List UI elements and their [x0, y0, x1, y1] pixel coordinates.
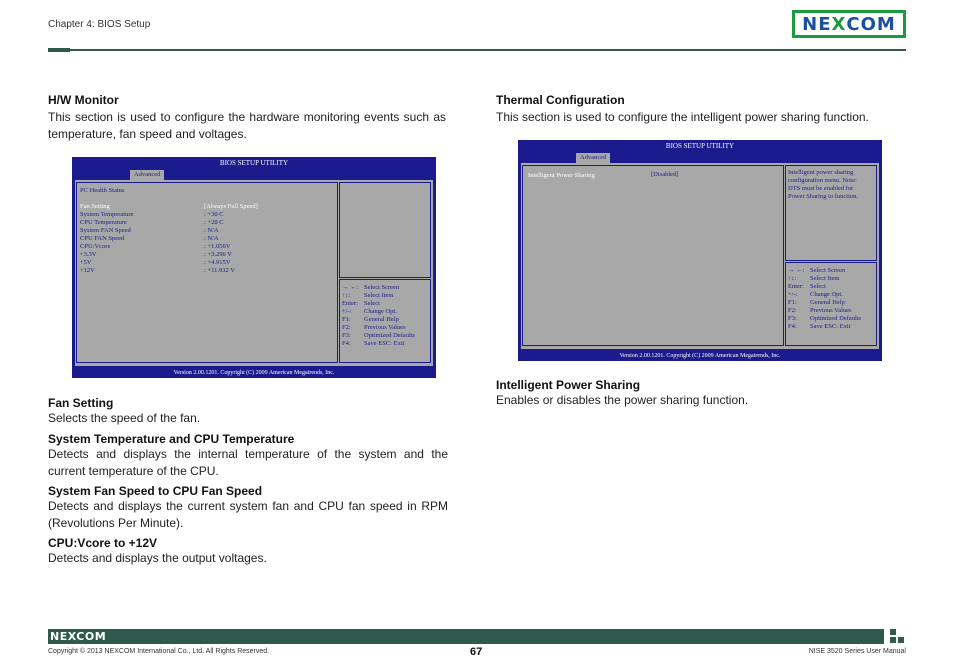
- bios-footer: Version 2.00.1201. Copyright (C) 2009 American Megatrends, Inc.: [619, 353, 781, 359]
- bios-key: F1:: [788, 299, 797, 306]
- bios-key-description: Select Item: [810, 275, 840, 282]
- bios-keys-panel: [339, 279, 431, 363]
- bios-key: +/-:: [342, 308, 352, 315]
- page-number: 67: [470, 646, 483, 658]
- footer-square-icon: [890, 637, 896, 643]
- bios-main-panel: [522, 165, 784, 346]
- bios-key: F1:: [342, 316, 351, 323]
- bios-row-label: CPU:Vcore: [80, 243, 111, 250]
- bios-key-description: General Help: [364, 316, 399, 323]
- bios-key: → ←:: [788, 267, 805, 274]
- bios-key-row: [342, 300, 430, 308]
- bios-key-row: [788, 307, 876, 315]
- bios-keys-panel: [785, 262, 877, 346]
- bios-key: → ←:: [342, 284, 359, 291]
- header-rule: [70, 49, 906, 51]
- footer-bar: [48, 629, 884, 644]
- bios-key-row: [788, 283, 876, 291]
- nexcom-logo: NE X COM: [792, 10, 906, 38]
- bios-key-row: [342, 284, 430, 292]
- bios-row-value: : +11.932 V: [204, 267, 235, 274]
- bios-key: Enter:: [342, 300, 358, 307]
- bios-key-row: [342, 340, 430, 348]
- bios-key-description: Save ESC: Exit: [810, 323, 851, 330]
- bios-row-label: +3.3V: [80, 251, 97, 258]
- bios-key-row: [788, 315, 876, 323]
- bios-key: ↑↓:: [342, 292, 351, 299]
- bios-key-description: Select: [364, 300, 380, 307]
- bios-row-label: +5V: [80, 259, 92, 266]
- bios-key: F3:: [788, 315, 797, 322]
- bios-row-value: : N/A: [204, 227, 219, 234]
- bios-key: Enter:: [788, 283, 804, 290]
- bios-key: F2:: [342, 324, 351, 331]
- bios-key-description: Previous Values: [364, 324, 406, 331]
- bios-key-description: Previous Values: [810, 307, 852, 314]
- chapter-title: Chapter 4: BIOS Setup: [48, 19, 151, 30]
- bios-key-row: [342, 332, 430, 340]
- bios-key-row: [788, 299, 876, 307]
- bios-help-panel: [785, 165, 877, 261]
- bios-row-value: : +28 C: [204, 219, 224, 226]
- bios-help-panel: [339, 182, 431, 278]
- thermal-config-description: This section is used to configure the intelligent power sharing function.: [496, 110, 869, 124]
- bios-key-description: Optimized Defaults: [810, 315, 862, 322]
- bios-row-label: CPU Temperature: [80, 219, 127, 226]
- voltage-heading: CPU:Vcore to +12V: [48, 536, 158, 550]
- ips-description: Enables or disables the power sharing function.: [496, 393, 749, 407]
- bios-key-row: [788, 323, 876, 331]
- bios-tab-advanced[interactable]: Advanced: [576, 153, 610, 163]
- bios-key: F4:: [788, 323, 797, 330]
- bios-help-line: configuration menu. Note:: [788, 177, 857, 184]
- fan-speed-heading: System Fan Speed to CPU Fan Speed: [48, 484, 263, 498]
- footer-square-icon: [890, 629, 896, 635]
- bios-row-label: System Temperature: [80, 211, 134, 218]
- bios-key-description: Select Item: [364, 292, 394, 299]
- bios-help-line: DTS must be enabled for: [788, 185, 854, 192]
- footer-logo: NEXCOM: [50, 630, 107, 643]
- bios-key-row: [342, 324, 430, 332]
- bios-screen-thermal: [518, 140, 882, 361]
- bios-row-value: : +3.296 V: [204, 251, 232, 258]
- bios-key-description: Change Opt.: [364, 308, 397, 315]
- temperature-heading: System Temperature and CPU Temperature: [48, 432, 295, 446]
- bios-title: BIOS SETUP UTILITY: [518, 140, 882, 152]
- bios-key-description: Select Screen: [364, 284, 400, 291]
- bios-body: [521, 163, 879, 349]
- bios-row-value: : N/A: [204, 235, 219, 242]
- bios-tab-advanced[interactable]: Advanced: [130, 170, 164, 180]
- bios-key-row: [342, 308, 430, 316]
- bios-row-label[interactable]: Fan Setting: [80, 203, 110, 210]
- bios-screen-hw-monitor: [72, 157, 436, 378]
- bios-key: F3:: [342, 332, 351, 339]
- bios-tabbar: [518, 152, 882, 163]
- bios-title: BIOS SETUP UTILITY: [72, 157, 436, 169]
- manual-title: NISE 3520 Series User Manual: [808, 648, 906, 655]
- bios-row-value: : +4.915V: [204, 259, 231, 266]
- bios-body: [75, 180, 433, 366]
- bios-key-row: [788, 267, 876, 275]
- hw-monitor-heading: H/W Monitor: [48, 93, 119, 107]
- bios-key-description: General Help: [810, 299, 845, 306]
- ips-heading: Intelligent Power Sharing: [496, 378, 641, 392]
- bios-main-panel: [76, 182, 338, 363]
- footer-square-icon: [898, 637, 904, 643]
- bios-footer: Version 2.00.1201. Copyright (C) 2009 American Megatrends, Inc.: [173, 370, 335, 376]
- bios-key: +/-:: [788, 291, 798, 298]
- bios-row-label: System FAN Speed: [80, 227, 131, 234]
- bios-key: F4:: [342, 340, 351, 347]
- hw-monitor-description: This section is used to configure the hardware monitoring events such as temperature, fan speed and voltages.: [48, 110, 446, 141]
- bios-key-row: [342, 316, 430, 324]
- voltage-description: Detects and displays the output voltages.: [48, 551, 267, 565]
- bios-row-label: +12V: [80, 267, 95, 274]
- bios-help-line: Intelligent power sharing: [788, 169, 854, 176]
- fan-speed-description: Detects and displays the current system fan and CPU fan speed in RPM (Revolutions Per Minute).: [48, 499, 448, 530]
- bios-help-line: Power Sharing to function.: [788, 193, 859, 200]
- bios-key-description: Change Opt.: [810, 291, 843, 298]
- bios-key-description: Optimized Defaults: [364, 332, 416, 339]
- bios-item-value[interactable]: [Disabled]: [651, 171, 679, 178]
- bios-key-row: [342, 292, 430, 300]
- bios-key-row: [788, 275, 876, 283]
- bios-row-label: CPU FAN Speed: [80, 235, 125, 242]
- bios-item-label[interactable]: Intelligent Power Sharing: [528, 172, 595, 179]
- bios-key-description: Select: [810, 283, 826, 290]
- bios-tabbar: [72, 169, 436, 180]
- fan-setting-description: Selects the speed of the fan.: [48, 411, 201, 425]
- bios-row-value: : +1.056V: [204, 243, 231, 250]
- bios-key-description: Save ESC: Exit: [364, 340, 405, 347]
- bios-section-heading: PC Health Status: [80, 187, 125, 194]
- temperature-description: Detects and displays the internal temperature of the system and the current temperature of the CPU.: [48, 447, 448, 478]
- bios-key-description: Select Screen: [810, 267, 846, 274]
- bios-key-row: [788, 291, 876, 299]
- fan-setting-heading: Fan Setting: [48, 396, 114, 410]
- footer-copyright: Copyright © 2013 NEXCOM International Co., Ltd. All Rights Reserved.: [48, 648, 270, 655]
- bios-key: F2:: [788, 307, 797, 314]
- header-rule-accent: [48, 48, 70, 52]
- bios-key: ↑↓:: [788, 275, 797, 282]
- thermal-config-heading: Thermal Configuration: [496, 93, 625, 107]
- bios-row-value[interactable]: [Always Full Speed]: [204, 203, 258, 210]
- bios-row-value: : +30 C: [204, 211, 224, 218]
